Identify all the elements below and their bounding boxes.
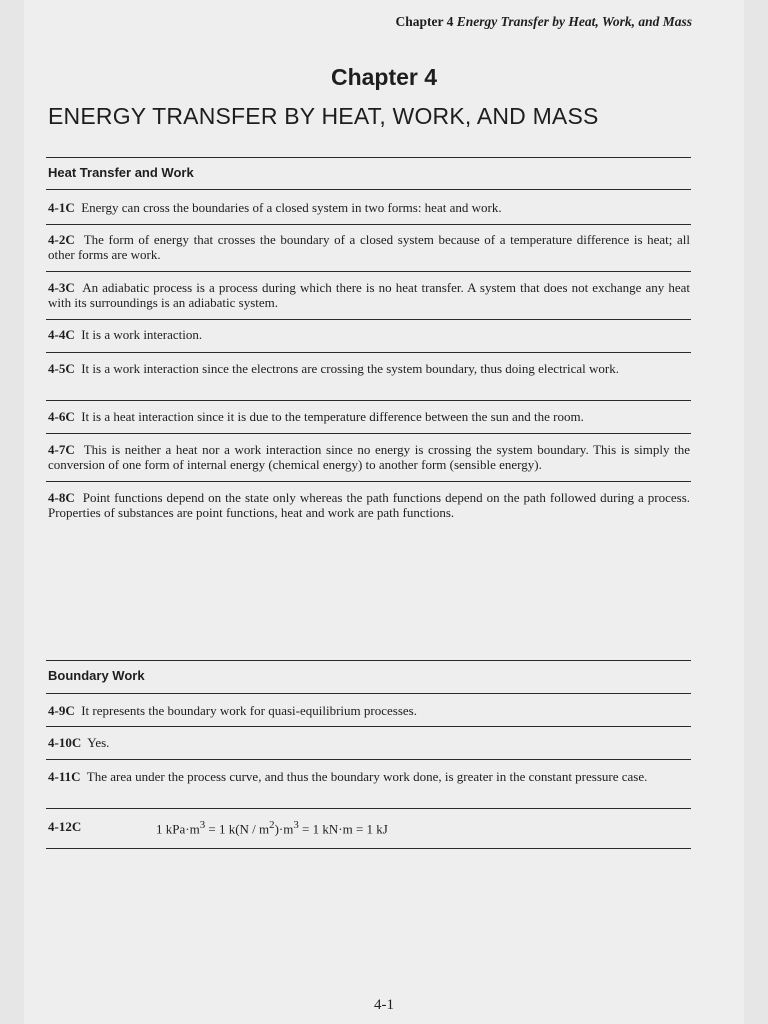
header-chapter: Chapter 4 bbox=[395, 14, 454, 29]
problem-id: 4-9C bbox=[48, 703, 75, 718]
problem-4-3c bbox=[48, 280, 690, 310]
problem-id: 4-3C bbox=[48, 280, 75, 295]
problem-text: An adiabatic process is a process during which there is no heat transfer. A system that does not exchange any heat with its surroundings is an adiabatic system. bbox=[48, 280, 690, 310]
equation-part: = 1 k(N / m bbox=[205, 821, 270, 837]
problem-text: This is neither a heat nor a work interaction since no energy is crossing the system boundary. This is simply the conversion of one form of internal energy (chemical energy) to another form (sensible energy). bbox=[48, 442, 691, 472]
problem-text: Energy can cross the boundaries of a closed system in two forms: heat and work. bbox=[81, 200, 502, 215]
problem-4-5c bbox=[48, 361, 690, 376]
problem-text: The form of energy that crosses the boundary of a closed system because of a temperature difference is heat; all other forms are work. bbox=[48, 232, 690, 262]
problem-4-1c bbox=[48, 200, 690, 215]
problem-4-4c bbox=[48, 327, 690, 342]
problem-text: Point functions depend on the state only whereas the path functions depend on the path followed during a process. Properties of substances are point functions, heat and work are path functions. bbox=[48, 490, 691, 520]
problem-id: 4-6C bbox=[48, 409, 75, 424]
problem-id: 4-4C bbox=[48, 327, 75, 342]
running-header bbox=[395, 14, 692, 30]
problem-4-9c bbox=[48, 703, 690, 718]
problem-4-8c bbox=[48, 490, 690, 520]
divider bbox=[46, 660, 691, 661]
problem-text: It is a work interaction since the electrons are crossing the system boundary, thus doing electrical work. bbox=[81, 361, 619, 376]
equation-part: 1 kPa·m bbox=[156, 821, 200, 837]
divider bbox=[46, 726, 691, 727]
chapter-number: Chapter 4 bbox=[330, 64, 438, 90]
equation-exponent: 3 bbox=[293, 819, 299, 831]
problem-id: 4-8C bbox=[48, 490, 75, 505]
problem-text: The area under the process curve, and thus the boundary work done, is greater in the constant pressure case. bbox=[86, 769, 648, 784]
divider bbox=[46, 481, 691, 482]
divider bbox=[46, 759, 691, 760]
problem-id: 4-11C bbox=[48, 769, 81, 784]
problem-4-7c bbox=[48, 442, 690, 472]
divider bbox=[46, 157, 691, 158]
divider bbox=[46, 224, 691, 225]
divider bbox=[46, 352, 691, 353]
divider bbox=[46, 808, 691, 809]
problem-4-10c bbox=[48, 735, 690, 750]
problem-4-6c bbox=[48, 409, 690, 424]
problem-id: 4-10C bbox=[48, 735, 82, 750]
equation-exponent: 3 bbox=[199, 819, 206, 831]
problem-text: It represents the boundary work for quasi-equilibrium processes. bbox=[81, 703, 417, 718]
header-title: Energy Transfer by Heat, Work, and Mass bbox=[456, 14, 692, 29]
page-number: 4-1 bbox=[374, 997, 394, 1013]
divider bbox=[46, 848, 691, 849]
problem-text: Yes. bbox=[87, 735, 110, 750]
problem-4-11c bbox=[48, 769, 690, 784]
problem-id: 4-5C bbox=[48, 361, 75, 376]
equation-part: )·m bbox=[274, 821, 294, 837]
section-heading-boundary-work: Boundary Work bbox=[48, 668, 145, 683]
problem-4-2c bbox=[48, 232, 690, 262]
divider bbox=[46, 400, 691, 401]
section-heading-heat-transfer: Heat Transfer and Work bbox=[48, 165, 194, 180]
problem-id: 4-1C bbox=[48, 200, 75, 215]
equation-part: = 1 kN·m = 1 kJ bbox=[298, 821, 388, 837]
problem-text: It is a heat interaction since it is due to the temperature difference between the sun and the room. bbox=[81, 409, 584, 424]
problem-text: It is a work interaction. bbox=[81, 327, 203, 342]
unit-equation bbox=[156, 819, 388, 837]
equation-exponent: 2 bbox=[269, 819, 275, 831]
chapter-title: ENERGY TRANSFER BY HEAT, WORK, AND MASS bbox=[48, 103, 599, 129]
problem-id: 4-7C bbox=[48, 442, 75, 457]
divider bbox=[46, 693, 691, 694]
divider bbox=[46, 319, 691, 320]
document-page bbox=[24, 0, 744, 1024]
divider bbox=[46, 189, 691, 190]
divider bbox=[46, 271, 691, 272]
divider bbox=[46, 433, 691, 434]
problem-id: 4-2C bbox=[48, 232, 75, 247]
problem-id: 4-12C bbox=[48, 819, 82, 834]
